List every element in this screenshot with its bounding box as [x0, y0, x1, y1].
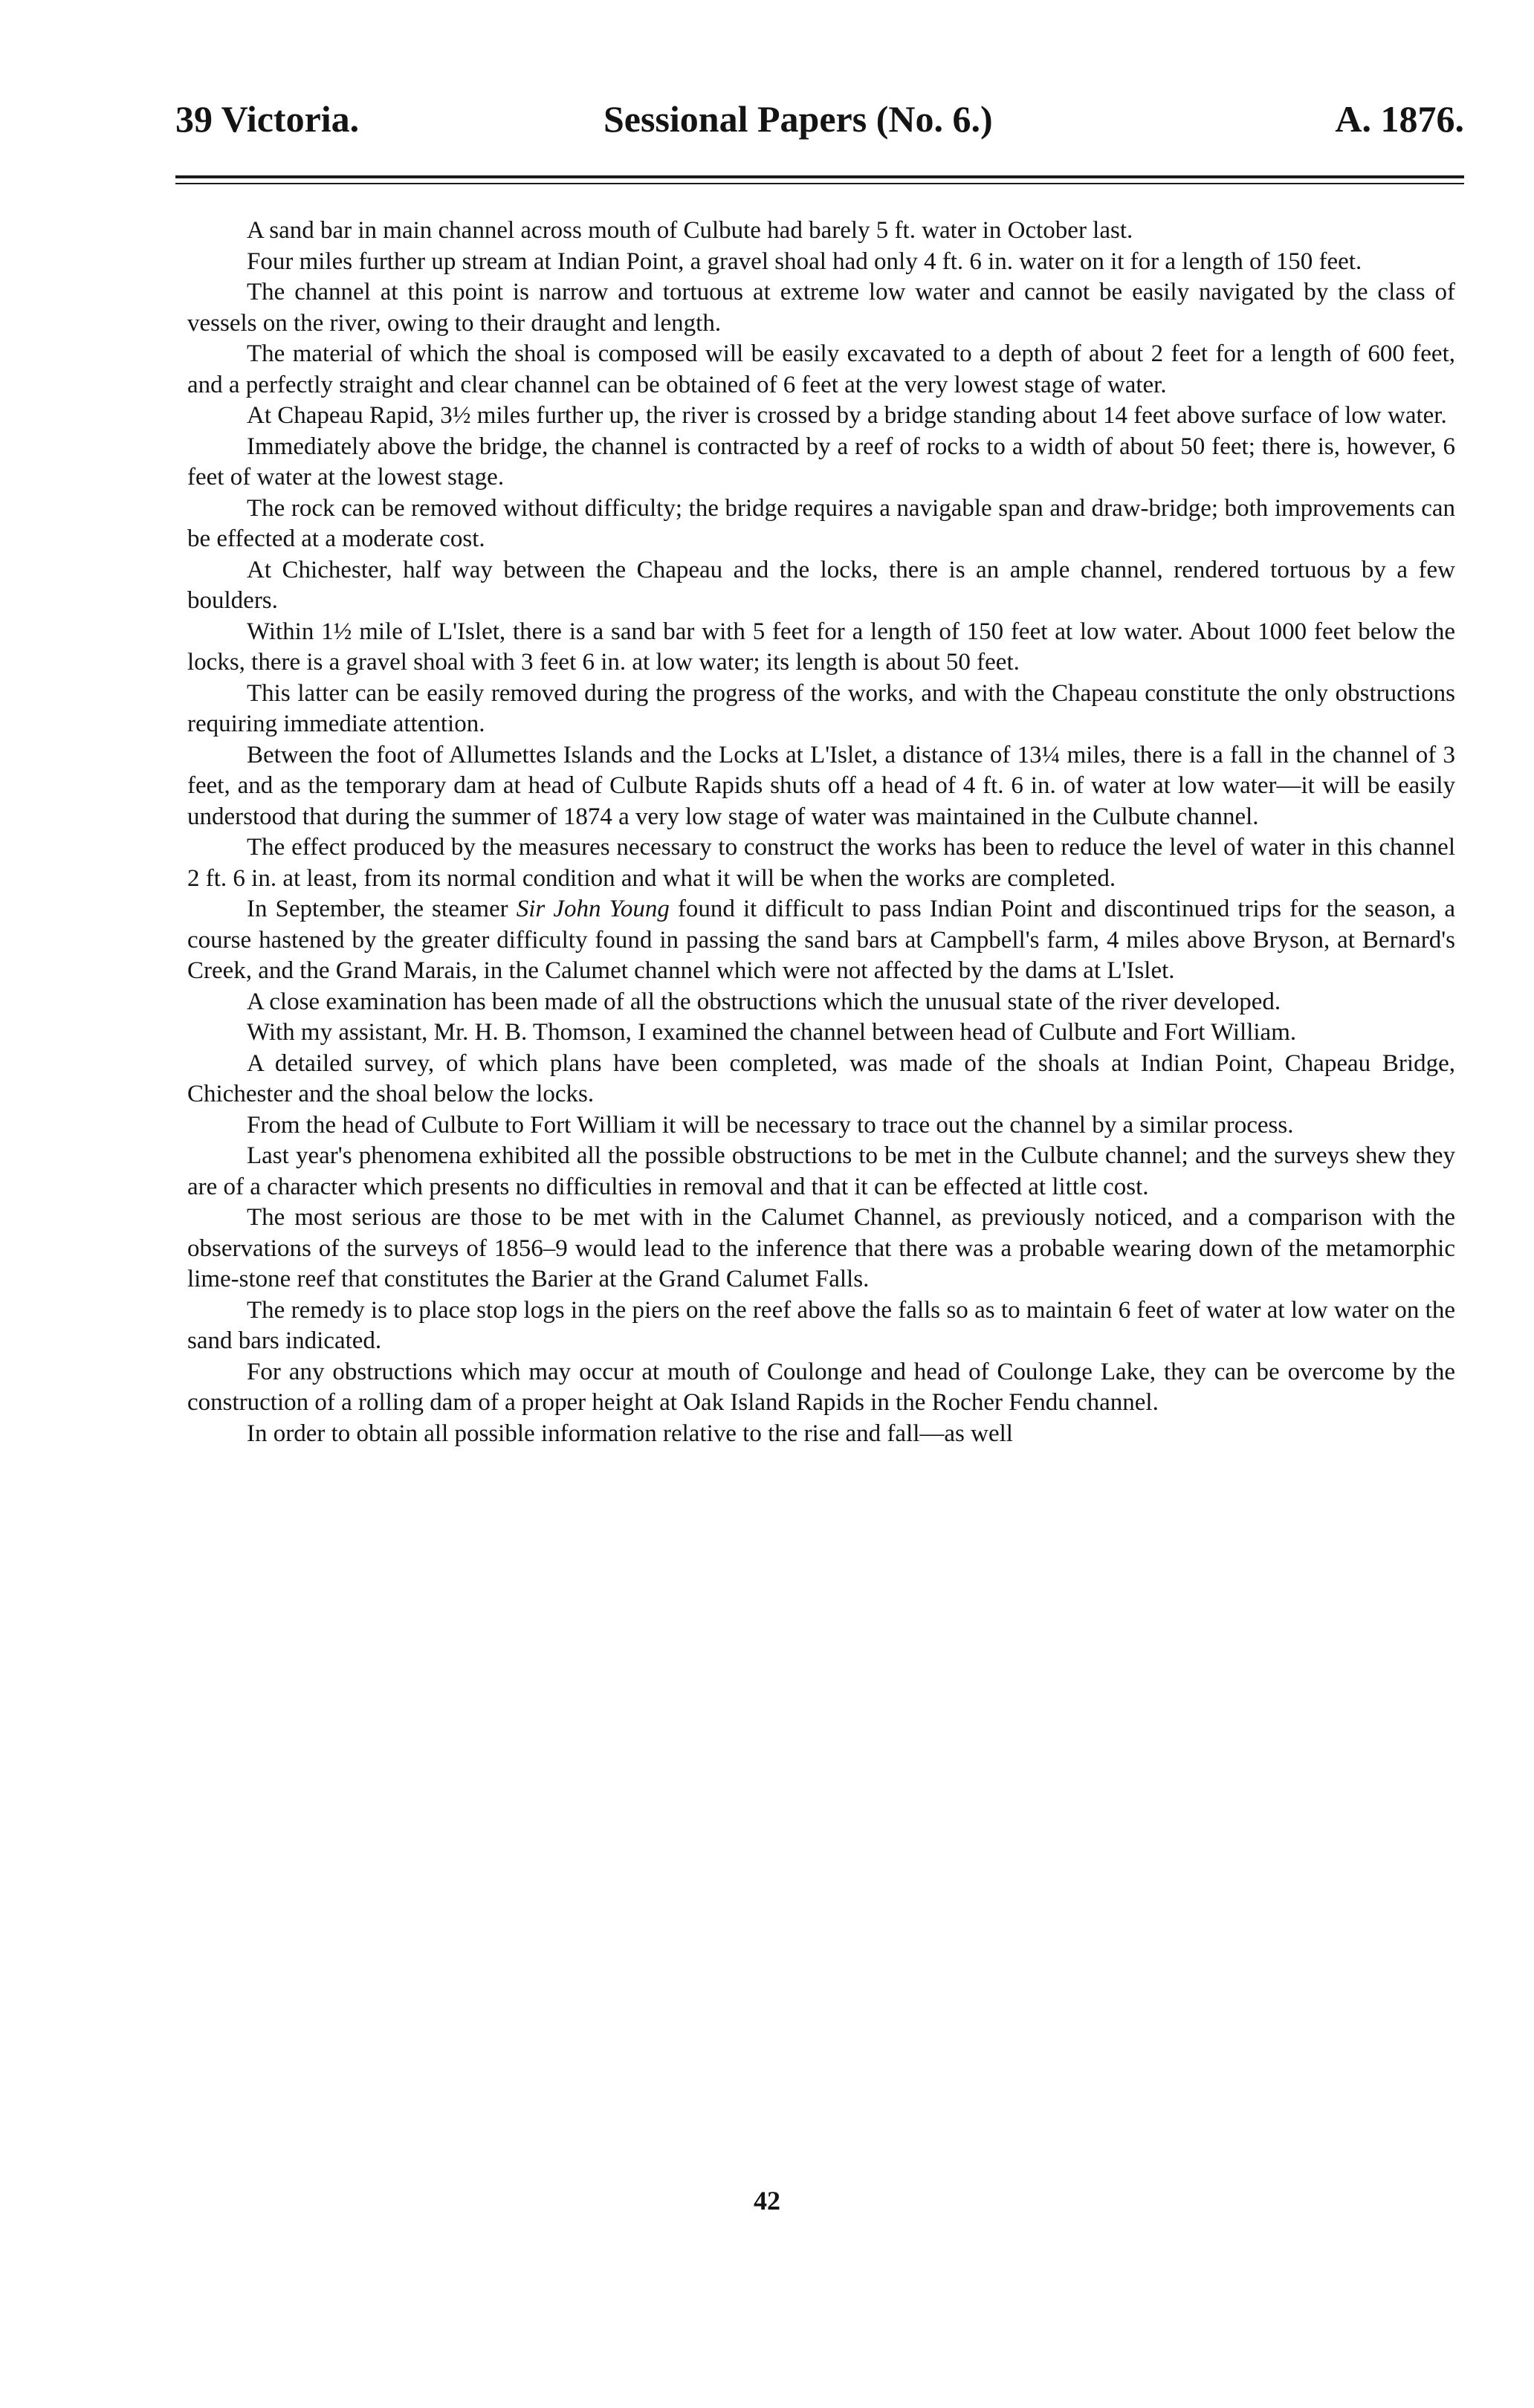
paragraph: Within 1½ mile of L'Islet, there is a sand bar with 5 feet for a length of 150 feet at low water. About 1000 feet below the locks, there is a gravel shoal with 3 feet 6 in. at low water; its length is about 50 feet. — [187, 618, 1455, 676]
paragraph: From the head of Culbute to Fort William it will be necessary to trace out the channel by a similar process. — [247, 1111, 1294, 1139]
paragraph: Between the foot of Allumettes Islands and the Locks at L'Islet, a distance of 13¼ miles, there is a fall in the channel of 3 feet, and as the temporary dam at head of Culbute Rapids shuts off a head of 4 ft. 6 in. of water at low water—it will be easily understood that during the summer of 1874 a very low stage of water was maintained in the Culbute channel. — [187, 741, 1455, 830]
paragraph: Last year's phenomena exhibited all the possible obstructions to be met in the Culbute channel; and the surveys shew they are of a character which presents no difficulties in removal and that it can be effected at little cost. — [187, 1142, 1455, 1200]
paragraph: The most serious are those to be met with in the Calumet Channel, as previously noticed, and a comparison with the observations of the surveys of 1856–9 would lead to the inference that there was a probable wearing down of the metamorphic lime-stone reef that constitutes the Barier at the Grand Calumet Falls. — [187, 1204, 1455, 1292]
header-title: Sessional Papers (No. 6.) — [603, 98, 993, 140]
paragraph: The remedy is to place stop logs in the piers on the reef above the falls so as to maintain 6 feet of water at low water on the sand bars indicated. — [187, 1296, 1455, 1354]
paragraph: A close examination has been made of all the obstructions which the unusual state of the river developed. — [247, 988, 1281, 1015]
page-number: 42 — [754, 2186, 780, 2216]
paragraph: This latter can be easily removed during the progress of the works, and with the Chapeau constitute the only obstructions requiring immediate attention. — [187, 679, 1455, 737]
paragraph: Immediately above the bridge, the channel is contracted by a reef of rocks to a width of about 50 feet; there is, however, 6 feet of water at the lowest stage. — [187, 433, 1455, 491]
paragraph: The effect produced by the measures necessary to construct the works has been to reduce the level of water in this channel 2 ft. 6 in. at least, from its normal condition and what it will be when the works are completed. — [187, 834, 1455, 892]
paragraph-text: In September, the steamer — [247, 896, 517, 922]
paragraph: Four miles further up stream at Indian Point, a gravel shoal had only 4 ft. 6 in. water on it for a length of 150 feet. — [247, 247, 1362, 275]
paragraph: The rock can be removed without difficulty; the bridge requires a navigable span and draw-bridge; both improvements can be effected at a moderate cost. — [187, 494, 1455, 552]
paragraph: A sand bar in main channel across mouth of Culbute had barely 5 ft. water in October last. — [247, 217, 1133, 244]
paragraph: The material of which the shoal is composed will be easily excavated to a depth of about 2 feet for a length of 600 feet, and a perfectly straight and clear channel can be obtained of 6 feet at the very lowest stage of water. — [187, 340, 1455, 398]
paragraph: At Chapeau Rapid, 3½ miles further up, the river is crossed by a bridge standing about 14 feet above surface of low water. — [247, 402, 1447, 429]
paragraph-text: found it difficult to pass Indian Point and discontinued trips for the season, a course hastened by the greater difficulty found in passing the sand bars at Campbell's farm, 4 miles above Bryson, at Bernard's Creek, and the Grand Marais, in the Calumet channel which were not affected by the dams at L'Islet. — [187, 896, 1455, 984]
paragraph: The channel at this point is narrow and tortuous at extreme low water and cannot be easily navigated by the class of vessels on the river, owing to their draught and length. — [187, 279, 1455, 337]
header-rule-thin — [175, 183, 1464, 184]
header-year: A. 1876. — [1335, 98, 1464, 140]
paragraph: In order to obtain all possible information relative to the rise and fall—as well — [247, 1420, 1013, 1447]
paragraph: For any obstructions which may occur at mouth of Coulonge and head of Coulonge Lake, they can be overcome by the construction of a rolling dam of a proper height at Oak Island Rapids in the Rocher Fendu channel. — [187, 1358, 1455, 1416]
header-session: 39 Victoria. — [175, 98, 360, 140]
paragraph: A detailed survey, of which plans have been completed, was made of the shoals at Indian Point, Chapeau Bridge, Chichester and the shoal below the locks. — [187, 1049, 1455, 1107]
paragraph — [187, 894, 1455, 987]
paragraph: At Chichester, half way between the Chapeau and the locks, there is an ample channel, rendered tortuous by a few boulders. — [187, 556, 1455, 614]
page-header — [175, 89, 1464, 149]
steamer-name: Sir John Young — [516, 896, 670, 922]
body-text — [187, 216, 1455, 1449]
paragraph: With my assistant, Mr. H. B. Thomson, I examined the channel between head of Culbute and Fort William. — [247, 1019, 1297, 1046]
header-rule-thick — [175, 175, 1464, 178]
